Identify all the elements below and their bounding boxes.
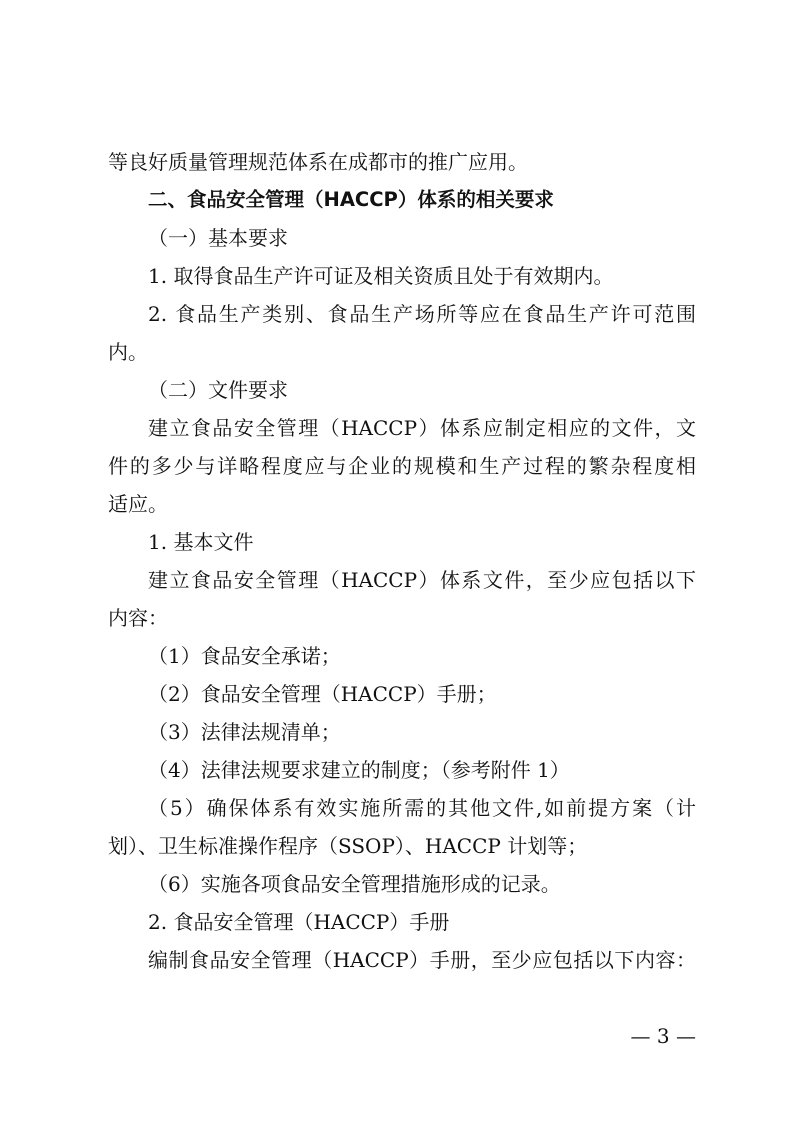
item-heading: 1. 基本文件	[148, 530, 254, 554]
paragraph-line: 建立食品安全管理（HACCP）体系应制定相应的文件，文	[148, 416, 696, 440]
section-heading: 二、食品安全管理（HACCP）体系的相关要求	[148, 188, 554, 211]
paragraph-line: 2. 食品生产类别、食品生产场所等应在食品生产许可范围	[148, 302, 696, 326]
list-item: （1）食品安全承诺；	[148, 644, 341, 668]
list-item: （2）食品安全管理（HACCP）手册；	[148, 682, 497, 706]
paragraph-line: 1. 取得食品生产许可证及相关资质且处于有效期内。	[148, 264, 614, 288]
list-item: （4）法律法规要求建立的制度；（参考附件 1）	[148, 758, 570, 782]
paragraph-line: 建立食品安全管理（HACCP）体系文件，至少应包括以下	[148, 568, 696, 592]
paragraph-line: 内。	[108, 340, 148, 364]
item-heading: 2. 食品安全管理（HACCP）手册	[148, 910, 450, 934]
paragraph-line: 件的多少与详略程度应与企业的规模和生产过程的繁杂程度相	[108, 454, 696, 478]
paragraph-line: 编制食品安全管理（HACCP）手册，至少应包括以下内容：	[148, 948, 696, 972]
paragraph-line: 内容：	[108, 606, 168, 630]
paragraph-line: 适应。	[108, 492, 168, 516]
subsection-heading: （二）文件要求	[148, 378, 288, 402]
list-item: 划）、卫生标准操作程序（SSOP）、HACCP 计划等；	[108, 834, 588, 858]
page-number: — 3 —	[630, 1024, 696, 1048]
list-item: （5）确保体系有效实施所需的其他文件,如前提方案（计	[148, 796, 696, 820]
paragraph-line: 等良好质量管理规范体系在成都市的推广应用。	[108, 150, 528, 174]
list-item: （6）实施各项食品安全管理措施形成的记录。	[148, 872, 561, 896]
list-item: （3）法律法规清单；	[148, 720, 341, 744]
subsection-heading: （一）基本要求	[148, 226, 288, 250]
